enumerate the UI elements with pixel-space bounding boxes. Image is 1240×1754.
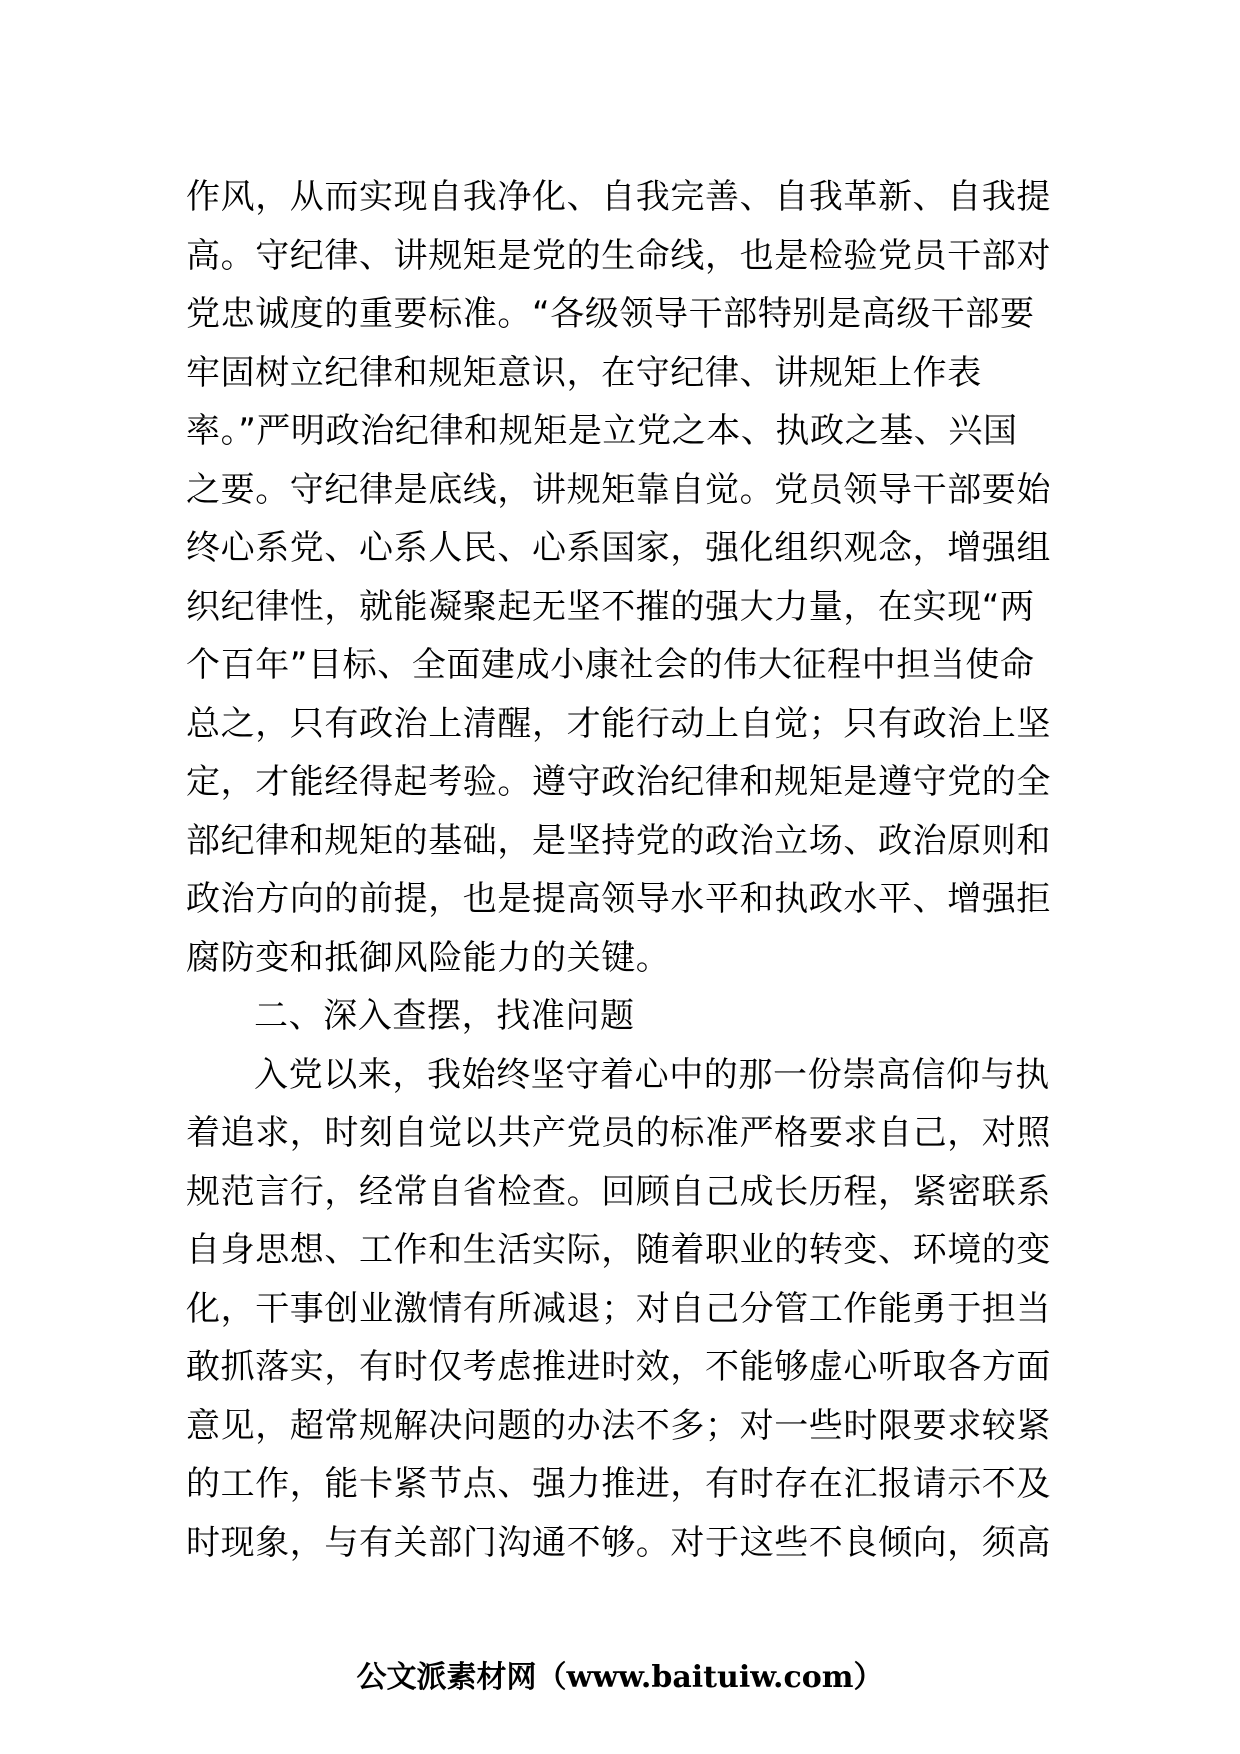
section-heading: 二、深入查摆，找准问题 bbox=[254, 996, 635, 1036]
text-line: 定，才能经得起考验。遵守政治纪律和规矩是遵守党的全 bbox=[186, 762, 1051, 802]
text-line: 自身思想、工作和生活实际，随着职业的转变、环境的变 bbox=[186, 1230, 1051, 1270]
text-line: 织纪律性，就能凝聚起无坚不摧的强大力量，在实现“两 bbox=[186, 586, 1035, 627]
text-line: 着追求，时刻自觉以共产党员的标准严格要求自己，对照 bbox=[186, 1113, 1051, 1153]
text-line: 部纪律和规矩的基础，是坚持党的政治立场、政治原则和 bbox=[186, 820, 1051, 861]
text-line: 化，干事创业激情有所减退；对自己分管工作能勇于担当 bbox=[186, 1288, 1051, 1329]
text-line: 高。守纪律、讲规矩是党的生命线，也是检验党员干部对 bbox=[186, 235, 1051, 276]
text-line: 牢固树立纪律和规矩意识，在守纪律、讲规矩上作表 bbox=[186, 352, 982, 393]
text-line: 政治方向的前提，也是提高领导水平和执政水平、增强拒 bbox=[186, 879, 1051, 919]
body-text bbox=[186, 168, 1066, 1572]
text-line: 率。”严明政治纪律和规矩是立党之本、执政之基、兴国 bbox=[186, 411, 1018, 451]
text-line: 规范言行，经常自省检查。回顾自己成长历程，紧密联系 bbox=[186, 1171, 1051, 1212]
text-line: 终心系党、心系人民、心系国家，强化组织观念，增强组 bbox=[186, 528, 1051, 568]
text-line: 腐防变和抵御风险能力的关键。 bbox=[186, 937, 671, 978]
text-line: 时现象，与有关部门沟通不够。对于这些不良倾向，须高 bbox=[186, 1522, 1051, 1563]
text-line: 敢抓落实，有时仅考虑推进时效，不能够虚心听取各方面 bbox=[186, 1347, 1051, 1387]
text-line: 总之，只有政治上清醒，才能行动上自觉；只有政治上坚 bbox=[186, 703, 1051, 744]
text-line: 作风，从而实现自我净化、自我完善、自我革新、自我提 bbox=[186, 177, 1051, 217]
paragraph-first-line: 入党以来，我始终坚守着心中的那一份崇高信仰与执 bbox=[254, 1054, 1050, 1095]
text-line: 的工作，能卡紧节点、强力推进，有时存在汇报请示不及 bbox=[186, 1464, 1051, 1504]
text-line: 之要。守纪律是底线，讲规矩靠自觉。党员领导干部要始 bbox=[186, 469, 1051, 510]
text-line: 个百年”目标、全面建成小康社会的伟大征程中担当使命 bbox=[186, 645, 1035, 685]
text-line: 党忠诚度的重要标准。“各级领导干部特别是高级干部要 bbox=[186, 294, 1035, 334]
text-line: 意见，超常规解决问题的办法不多；对一些时限要求较紧 bbox=[186, 1405, 1051, 1446]
footer-watermark: 公文派素材网（www.baituiw.com） bbox=[356, 1660, 884, 1695]
